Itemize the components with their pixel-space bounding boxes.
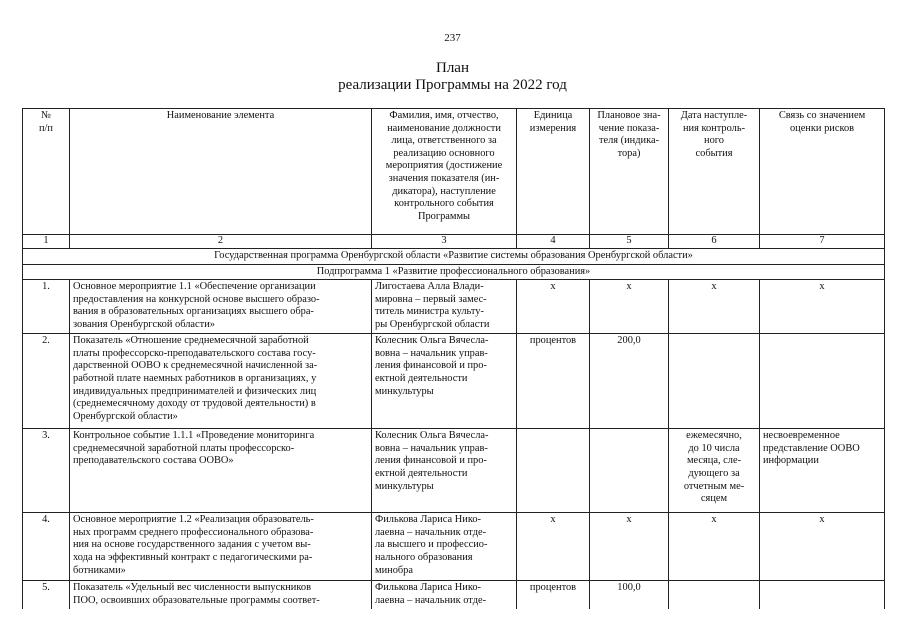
page-number: 237 <box>444 32 461 44</box>
row-responsible: Колесник Ольга Вячесла- вовна – начальник управ- ления финансовой и про- ектной деятельности минкультуры <box>372 429 517 513</box>
document-subtitle: реализации Программы на 2022 год <box>338 77 567 93</box>
header-row <box>23 109 885 235</box>
header-risk-link: Связь со значением оценки рисков <box>760 109 885 235</box>
column-number: 2 <box>70 235 372 249</box>
table-row <box>23 334 885 429</box>
row-risk-link: х <box>760 280 885 334</box>
row-plan-value: 100,0 <box>590 581 669 609</box>
row-risk-link <box>760 581 885 609</box>
header-num: № п/п <box>23 109 70 235</box>
row-unit: процентов <box>517 334 590 429</box>
row-plan-value: х <box>590 513 669 581</box>
table-row <box>23 581 885 609</box>
table-row <box>23 429 885 513</box>
header-responsible: Фамилия, имя, отчество, наименование должности лица, ответственного за реализацию основного мероприятия (достижение значения показателя (ин- дикатора), наступление контрольного события Программы <box>372 109 517 235</box>
row-plan-value: х <box>590 280 669 334</box>
row-control-date <box>669 581 760 609</box>
program-title: Государственная программа Оренбургской области «Развитие системы образования Оренбургской области» <box>23 249 885 265</box>
row-element-name: Показатель «Отношение среднемесячной заработной платы профессорско-преподавательского состава госу- дарственной ООВО к среднемесячной начисленной за- работной плате наемных работников в организациях, у индивидуальных предпринимателей и физических лиц (среднемесячному доходу от трудовой деятельности) в Оренбургской области» <box>70 334 372 429</box>
document-title: План <box>435 60 469 76</box>
row-element-name: Основное мероприятие 1.2 «Реализация образователь- ных программ среднего профессионального образова- ния на основе государственного задания с учетом вы- хода на эффективный контракт с педагогическими ра- ботниками» <box>70 513 372 581</box>
header-element-name: Наименование элемента <box>70 109 372 235</box>
row-element-name: Контрольное событие 1.1.1 «Проведение мониторинга среднемесячной заработной платы профессорско- преподавательского состава ООВО» <box>70 429 372 513</box>
column-number: 1 <box>23 235 70 249</box>
row-num: 3. <box>23 429 70 513</box>
row-control-date <box>669 334 760 429</box>
row-unit: х <box>517 280 590 334</box>
row-plan-value: 200,0 <box>590 334 669 429</box>
row-num: 1. <box>23 280 70 334</box>
row-unit: процентов <box>517 581 590 609</box>
header-plan-value: Плановое зна- чение показа- теля (индика- тора) <box>590 109 669 235</box>
row-responsible: Лигостаева Алла Влади- мировна – первый замес- титель министра культу- ры Оренбургской области <box>372 280 517 334</box>
header-unit: Единица измерения <box>517 109 590 235</box>
row-num: 5. <box>23 581 70 609</box>
column-number: 6 <box>669 235 760 249</box>
row-element-name: Показатель «Удельный вес численности выпускников ПОО, освоивших образовательные программы соответ- <box>70 581 372 609</box>
program-row <box>23 249 885 265</box>
column-number: 3 <box>372 235 517 249</box>
row-control-date: х <box>669 513 760 581</box>
row-risk-link: х <box>760 513 885 581</box>
column-number: 5 <box>590 235 669 249</box>
row-risk-link <box>760 334 885 429</box>
table-row <box>23 513 885 581</box>
table-row <box>23 280 885 334</box>
header-control-date: Дата наступле- ния контроль- ного события <box>669 109 760 235</box>
row-plan-value <box>590 429 669 513</box>
row-control-date: х <box>669 280 760 334</box>
column-number: 4 <box>517 235 590 249</box>
row-responsible: Филькова Лариса Нико- лаевна – начальник отде- <box>372 581 517 609</box>
row-control-date: ежемесячно, до 10 числа месяца, сле- дующего за отчетным ме- сяцем <box>669 429 760 513</box>
row-responsible: Филькова Лариса Нико- лаевна – начальник отде- ла высшего и профессио- нального образования минобра <box>372 513 517 581</box>
row-num: 4. <box>23 513 70 581</box>
row-unit: х <box>517 513 590 581</box>
row-responsible: Колесник Ольга Вячесла- вовна – начальник управ- ления финансовой и про- ектной деятельности минкультуры <box>372 334 517 429</box>
row-element-name: Основное мероприятие 1.1 «Обеспечение организации предоставления на конкурсной основе высшего образо- вания в образовательных организациях высшего обра- зования Оренбургской области» <box>70 280 372 334</box>
subprogram-row <box>23 264 885 280</box>
row-num: 2. <box>23 334 70 429</box>
column-number-row <box>23 235 885 249</box>
subprogram-title: Подпрограмма 1 «Развитие профессионального образования» <box>23 264 885 280</box>
row-risk-link: несвоевременное представление ООВО информации <box>760 429 885 513</box>
column-number: 7 <box>760 235 885 249</box>
row-unit <box>517 429 590 513</box>
plan-table <box>22 108 885 609</box>
